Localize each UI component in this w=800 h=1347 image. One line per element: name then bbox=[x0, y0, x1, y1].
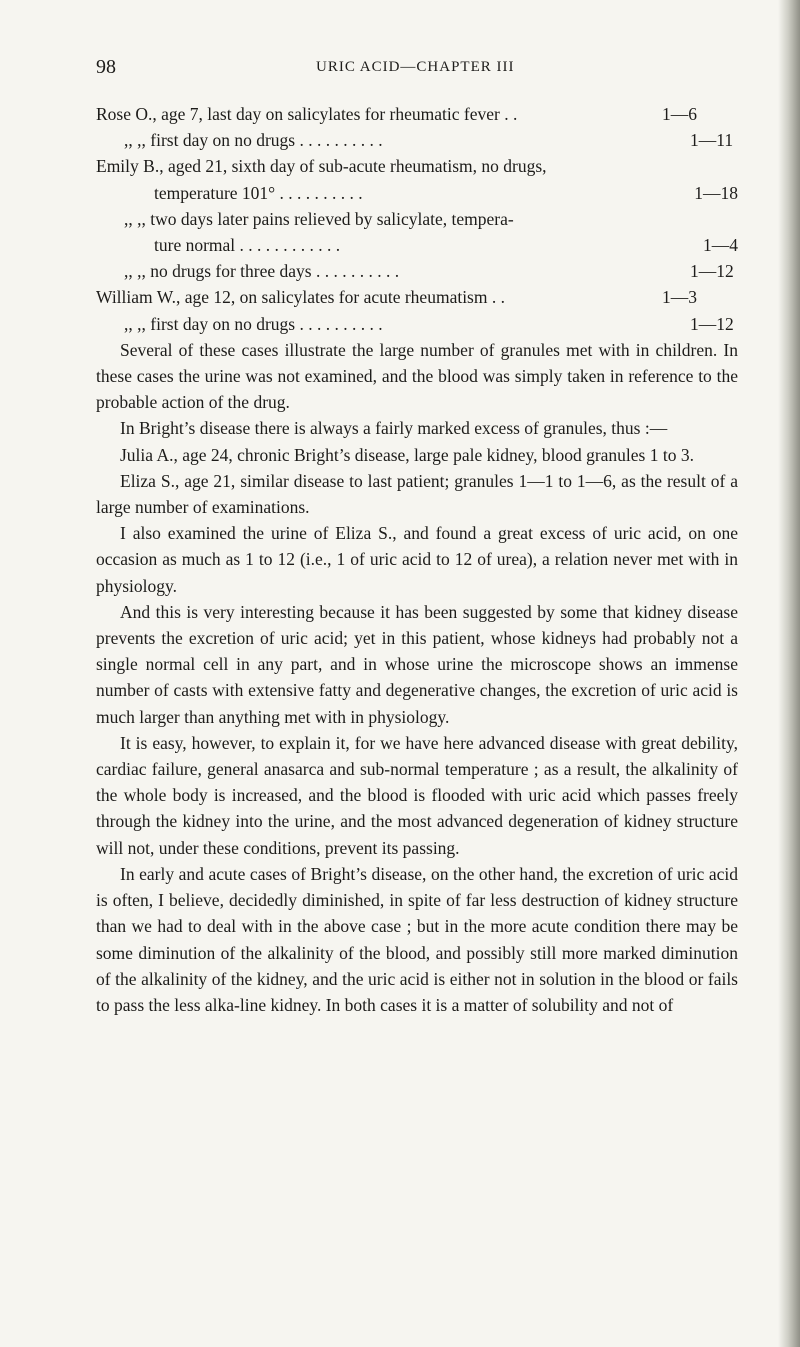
case-row bbox=[96, 101, 738, 127]
case-list bbox=[96, 101, 738, 337]
case-description: Emily B., aged 21, sixth day of sub-acute rheumatism, no drugs, bbox=[96, 156, 547, 177]
granule-count: 1—3 bbox=[662, 287, 697, 308]
page-edge-shadow bbox=[778, 0, 800, 1347]
case-row bbox=[96, 153, 738, 179]
case-row bbox=[96, 206, 738, 232]
paragraph: I also examined the urine of Eliza S., and found a great excess of uric acid, on one occasion as much as 1 to 12 (i.e., 1 of uric acid to 12 of urea), a relation never met with in physiology. bbox=[96, 523, 738, 596]
page-number: 98 bbox=[96, 56, 116, 78]
page-content bbox=[96, 101, 738, 1018]
granule-count: 1—18 bbox=[694, 182, 738, 203]
paragraph: In Bright’s disease there is always a fairly marked excess of granules, thus :— bbox=[120, 418, 668, 439]
paragraph: It is easy, however, to explain it, for we have here advanced disease with great debility, cardiac failure, general anasarca and sub-normal temperature ; as a result, the alkalinity of the whole body is increased, and the blood is flooded with uric acid which passes freely through the kidney into the urine, and the most advanced degeneration of kidney structure will not, under these conditions, prevent its passing. bbox=[96, 732, 738, 858]
case-description: ,, ,, no drugs for three days . . . . . . . . . . bbox=[124, 261, 400, 282]
case-row bbox=[96, 258, 738, 284]
paragraph: Julia A., age 24, chronic Bright’s disease, large pale kidney, blood granules 1 to 3. bbox=[120, 444, 694, 465]
granule-count: 1—6 bbox=[662, 104, 697, 124]
granule-count: 1—4 bbox=[703, 235, 738, 256]
case-row bbox=[96, 127, 738, 153]
paragraph: Eliza S., age 21, similar disease to last patient; granules 1—1 to 1—6, as the result of a large number of examinations. bbox=[96, 470, 738, 518]
case-description: Rose O., age 7, last day on salicylates for rheumatic fever . . bbox=[96, 104, 518, 124]
case-description: ture normal . . . . . . . . . . . . bbox=[154, 235, 341, 256]
granule-count: 1—12 bbox=[690, 261, 734, 282]
case-description: ,, ,, two days later pains relieved by salicylate, tempera- bbox=[124, 208, 514, 229]
case-row bbox=[96, 180, 738, 206]
granule-count: 1—11 bbox=[690, 130, 734, 151]
case-row bbox=[96, 232, 738, 258]
case-row bbox=[96, 284, 738, 310]
paragraph: Several of these cases illustrate the large number of granules met with in children. In these cases the urine was not examined, and the blood was simply taken in reference to the probable action of the drug. bbox=[96, 339, 738, 413]
paragraph: And this is very interesting because it has been suggested by some that kidney disease prevents the excretion of uric acid; yet in this patient, whose kidneys had probably not a single normal cell in any part, and in whose urine the microscope shows an immense number of casts with extensive fatty and degenerative changes, the excretion of uric acid is much larger than anything met with in physiology. bbox=[96, 601, 738, 727]
case-row bbox=[96, 311, 738, 337]
case-description: William W., age 12, on salicylates for acute rheumatism . . bbox=[96, 287, 505, 308]
case-description: ,, ,, first day on no drugs . . . . . . . . . . bbox=[124, 130, 383, 151]
body-text bbox=[96, 337, 738, 1018]
page-header bbox=[0, 56, 800, 90]
paragraph: In early and acute cases of Bright’s disease, on the other hand, the excretion of uric acid is often, I believe, decidedly diminished, in spite of far less destruction of kidney structure than we had to deal with in the above case ; but in the more acute condition there may be some diminution of the alkalinity of the blood, and possibly still more marked diminution of the alkalinity of the kidney, and the uric acid is either not in solution in the blood or fails to pass the less alka-line kidney. In both cases it is a matter of solubility and not of bbox=[96, 863, 738, 1015]
granule-count: 1—12 bbox=[690, 313, 734, 334]
case-description: ,, ,, first day on no drugs . . . . . . . . . . bbox=[124, 313, 383, 334]
case-description: temperature 101° . . . . . . . . . . bbox=[154, 182, 363, 203]
running-head: URIC ACID—CHAPTER III bbox=[316, 59, 515, 75]
